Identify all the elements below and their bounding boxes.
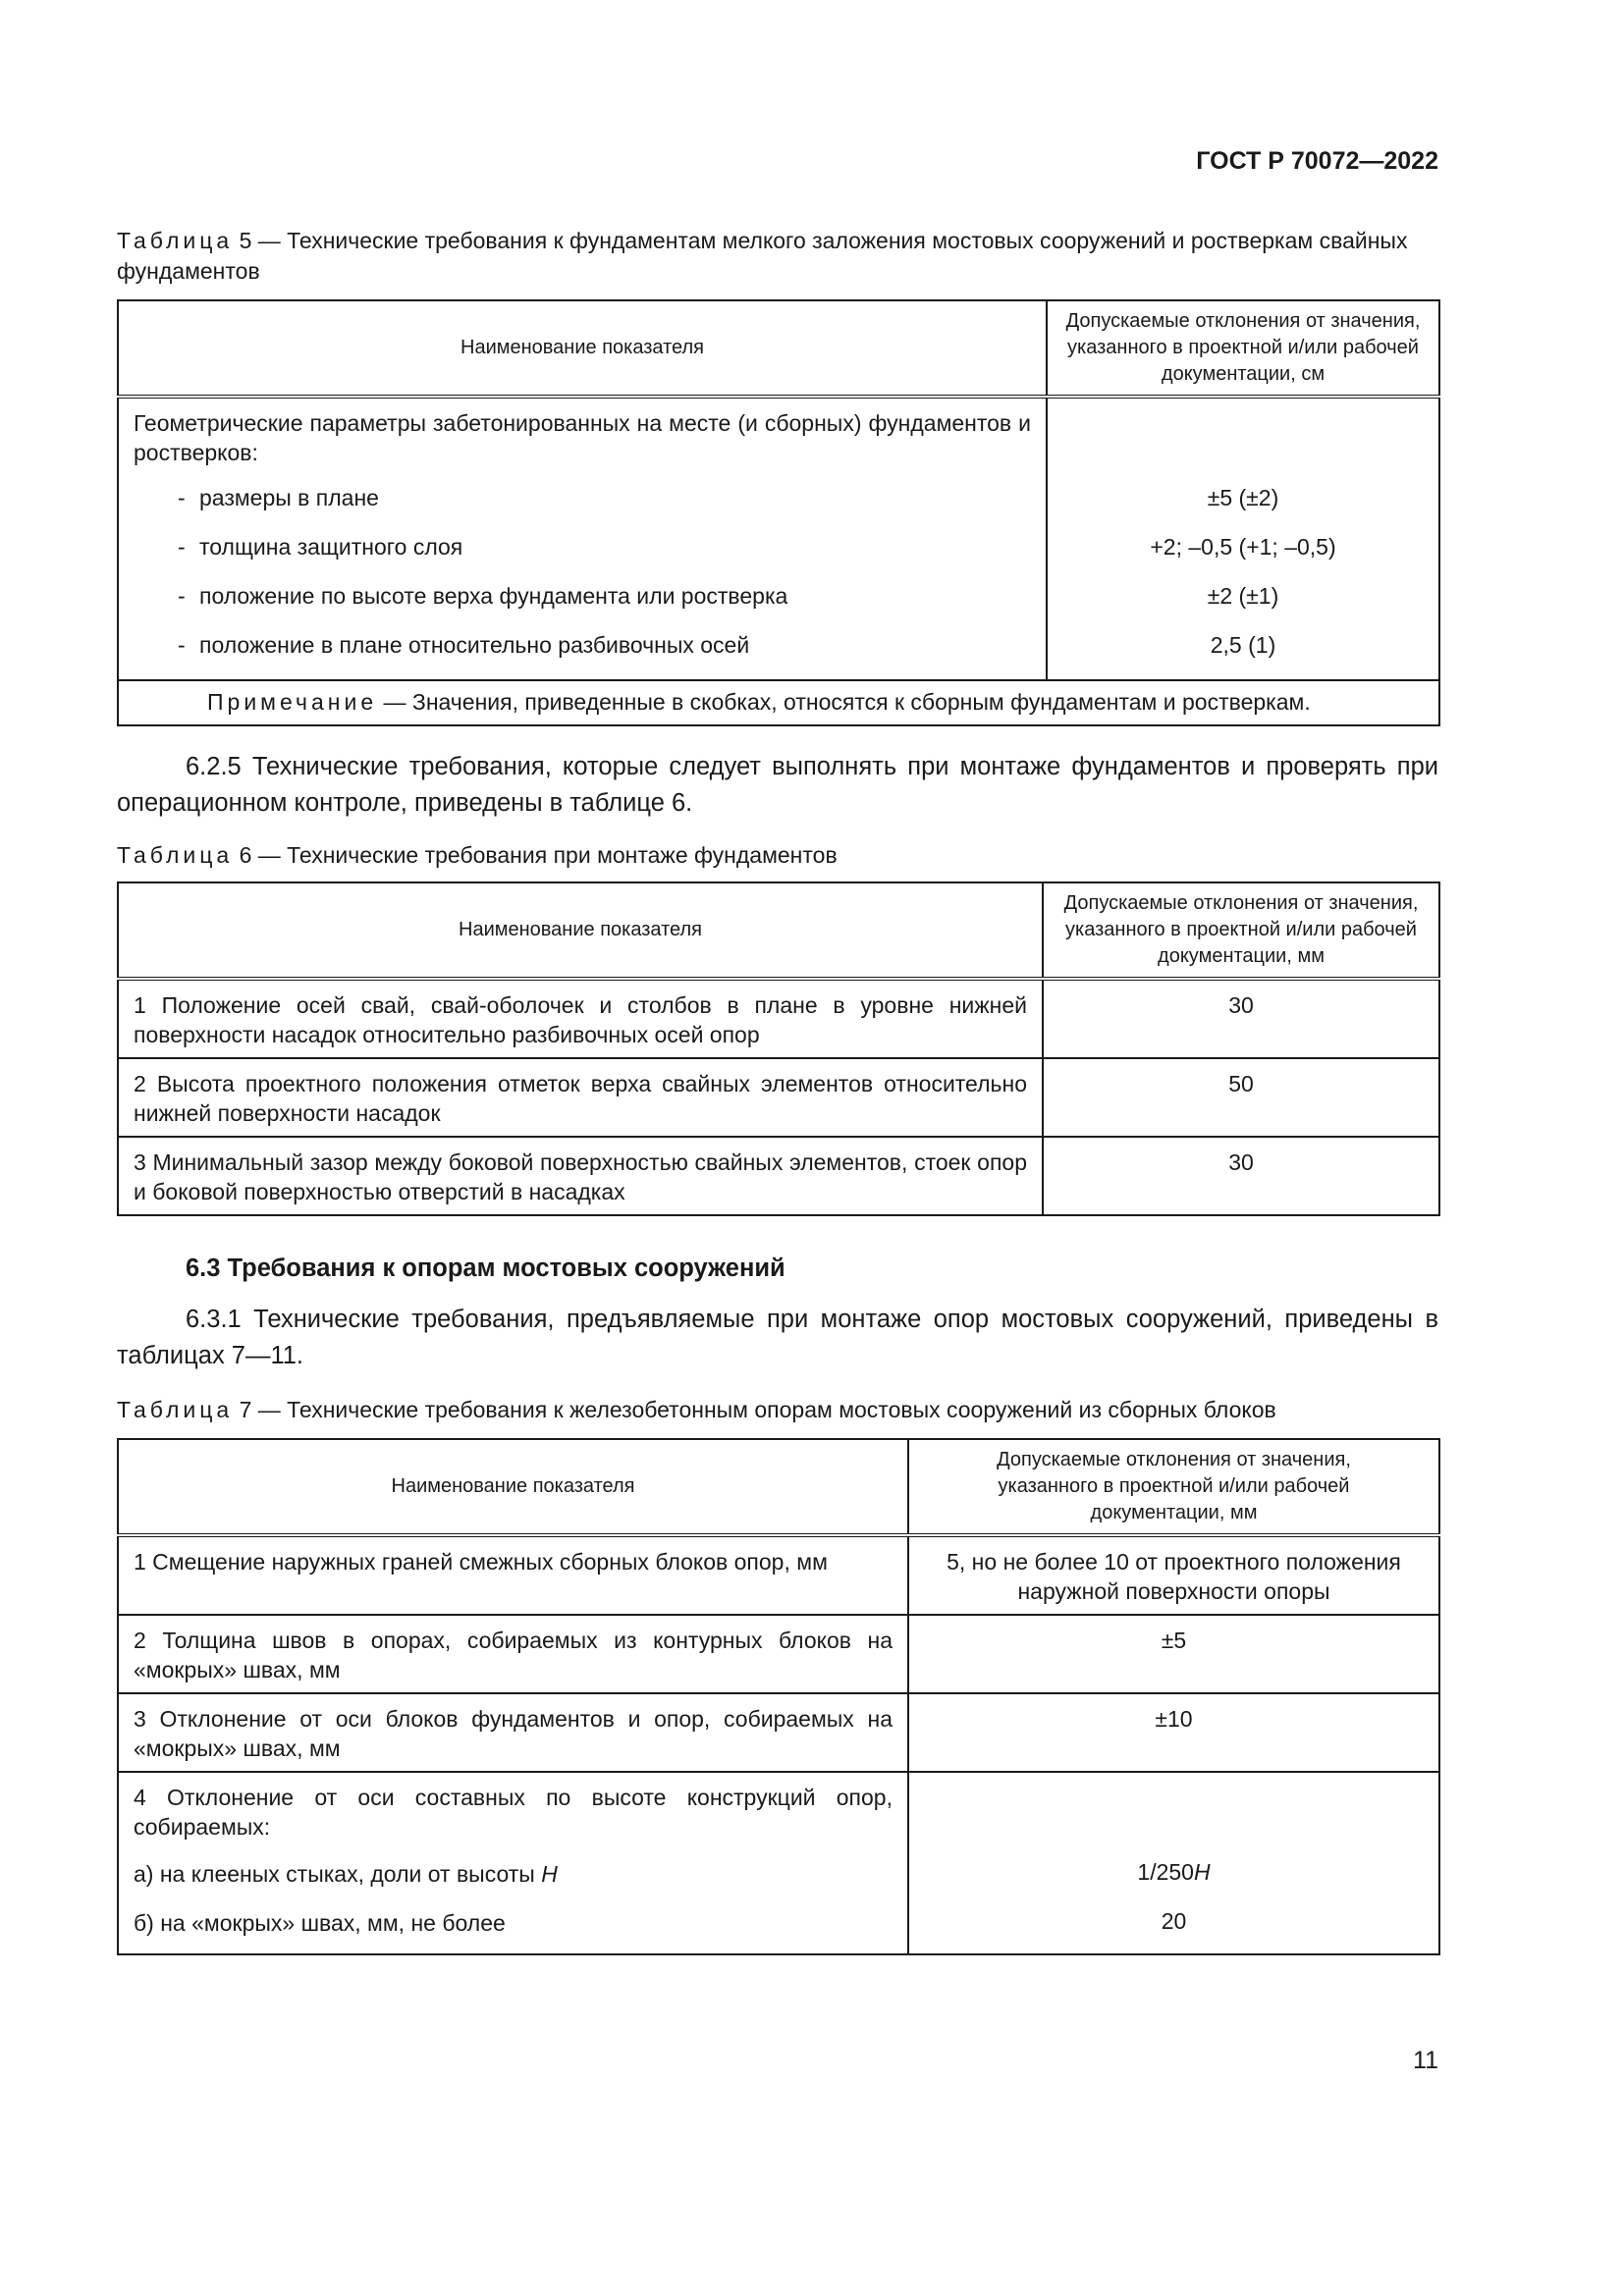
section-heading-6-3: 6.3 Требования к опорам мостовых сооружений [186, 1255, 785, 1282]
table5-value: ±2 (±1) [1207, 583, 1279, 609]
table7-caption-text: 7 — Технические требования к железобетонным опорам мостовых сооружений из сборных блоков [233, 1397, 1276, 1422]
table7-row-value: ±5 [908, 1615, 1439, 1693]
table7-row-label: 3 Отклонение от оси блоков фундаментов и опор, собираемых на «мокрых» швах, мм [118, 1693, 908, 1772]
table5-caption-label: Таблица [117, 228, 234, 253]
table7-row [118, 1615, 1439, 1693]
document-code-header: ГОСТ Р 70072—2022 [1196, 147, 1438, 175]
table5-item: - размеры в плане [178, 485, 379, 510]
table7-row [118, 1693, 1439, 1772]
table7-row [118, 1772, 1439, 1954]
table5-col1-header: Наименование показателя [118, 300, 1047, 397]
table6-col2-header: Допускаемые отклонения от значения, указанного в проектной и/или рабочей документации, мм [1043, 882, 1439, 979]
table6-row-value: 30 [1043, 1137, 1439, 1215]
table6-row [118, 1137, 1439, 1215]
paragraph-6-2-5: 6.2.5 Технические требования, которые следует выполнять при монтаже фундаментов и проверять при операционном контроле, приведены в таблице 6. [117, 753, 1438, 817]
paragraph-6-3-1: 6.3.1 Технические требования, предъявляемые при монтаже опор мостовых сооружений, приведены в таблицах 7—11. [117, 1306, 1438, 1369]
table7-caption-label: Таблица [117, 1397, 234, 1422]
table5-item: - толщина защитного слоя [178, 534, 463, 560]
table5-col2-header: Допускаемые отклонения от значения, указанного в проектной и/или рабочей документации, см [1047, 300, 1439, 397]
table5-values-cell [1047, 397, 1439, 680]
table5-value: 2,5 (1) [1210, 632, 1276, 658]
table7-row4-cell [118, 1772, 908, 1954]
table5-item: - положение по высоте верха фундамента или ростверка [178, 583, 788, 609]
table7-col1-header: Наименование показателя [118, 1439, 908, 1535]
table5-group-cell [118, 397, 1047, 680]
table5-caption-text: 5 — Технические требования к фундаментам мелкого заложения мостовых сооружений и ростверкам свайных фундаментов [117, 228, 1408, 284]
table7-row4-title: 4 Отклонение от оси составных по высоте конструкций опор, собираемых: [134, 1785, 893, 1840]
table5-value: ±5 (±2) [1207, 485, 1279, 510]
table7-subvalue: 20 [1161, 1908, 1187, 1934]
table6 [117, 881, 1440, 1216]
table7-row-label: 1 Смещение наружных граней смежных сборных блоков опор, мм [118, 1535, 908, 1615]
table7-row4-values [908, 1772, 1439, 1954]
table5-item: - положение в плане относительно разбивочных осей [178, 632, 750, 658]
table6-row-value: 30 [1043, 979, 1439, 1058]
table6-row-label: 1 Положение осей свай, свай-оболочек и столбов в плане в уровне нижней поверхности насадок относительно разбивочных осей опор [118, 979, 1043, 1058]
table7-row-value: ±10 [908, 1693, 1439, 1772]
table6-col1-header: Наименование показателя [118, 882, 1043, 979]
table5 [117, 299, 1440, 726]
table5-caption [117, 226, 1438, 287]
table7-row-value: 5, но не более 10 от проектного положения наружной поверхности опоры [908, 1535, 1439, 1615]
table7 [117, 1438, 1440, 1955]
page-number: 11 [1413, 2047, 1438, 2074]
table7-subitem: б) на «мокрых» швах, мм, не более [134, 1910, 506, 1936]
table7-row [118, 1535, 1439, 1615]
table5-note-text: — Значения, приведенные в скобках, относятся к сборным фундаментам и ростверкам. [377, 689, 1311, 715]
table6-row-value: 50 [1043, 1058, 1439, 1137]
table6-row-label: 2 Высота проектного положения отметок верха свайных элементов относительно нижней поверхности насадок [118, 1058, 1043, 1137]
table5-note-label: Примечание [207, 689, 378, 715]
table5-group-title: Геометрические параметры забетонированных на месте (и сборных) фундаментов и ростверков: [134, 410, 1031, 465]
table6-caption-label: Таблица [117, 842, 234, 868]
table7-row-label: 2 Толщина швов в опорах, собираемых из контурных блоков на «мокрых» швах, мм [118, 1615, 908, 1693]
table6-row-label: 3 Минимальный зазор между боковой поверхностью свайных элементов, стоек опор и боковой поверхностью отверстий в насадках [118, 1137, 1043, 1215]
table5-group-row [118, 397, 1439, 680]
table5-note [118, 680, 1439, 725]
table6-caption [117, 840, 1438, 871]
table6-caption-text: 6 — Технические требования при монтаже фундаментов [233, 842, 838, 868]
table7-subvalue: 1/250H [1137, 1859, 1211, 1885]
table7-col2-header: Допускаемые отклонения от значения, указанного в проектной и/или рабочей документации, мм [908, 1439, 1439, 1535]
table7-subitem: а) на клееных стыках, доли от высоты H [134, 1861, 558, 1887]
table5-value: +2; –0,5 (+1; –0,5) [1150, 534, 1336, 560]
table7-caption [117, 1395, 1438, 1425]
table6-row [118, 979, 1439, 1058]
table6-row [118, 1058, 1439, 1137]
